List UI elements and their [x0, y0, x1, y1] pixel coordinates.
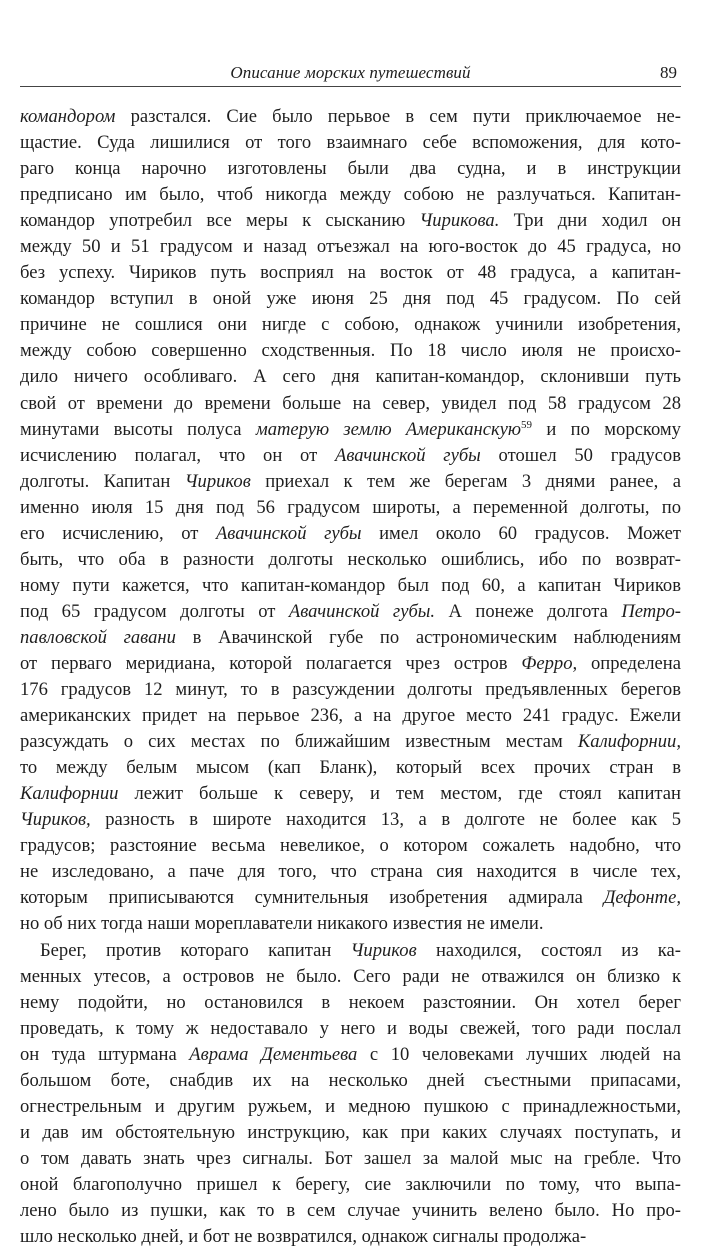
text-line [20, 859, 681, 885]
text-line [20, 990, 681, 1016]
text-span: щастие. Суда лишилися от того взаимнаго себе вспоможения, для кото- [20, 132, 681, 153]
text-span: находился, состоял из ка- [417, 940, 681, 961]
text-line [20, 286, 681, 312]
text-line [20, 182, 681, 208]
italic-text: Дефонте, [604, 887, 681, 908]
text-line [20, 625, 681, 651]
text-line [20, 1094, 681, 1120]
text-span: А понеже долгота [435, 601, 621, 622]
text-line [20, 417, 681, 443]
text-span: без успеху. Чириков путь восприял на восток от 48 градуса, а капитан- [20, 262, 681, 283]
text-span: предписано им было, чтоб никогда между собою не разлучаться. Капитан- [20, 184, 681, 205]
text-line [20, 521, 681, 547]
text-span: причине не сошлися они нигде с собою, однакож учинили изобретения, [20, 314, 681, 335]
text-line [20, 781, 681, 807]
text-span: именно июля 15 дня под 56 градусом широты, а переменной долготы, по [20, 497, 681, 518]
text-line [20, 938, 681, 964]
text-line [20, 1146, 681, 1172]
italic-text: Калифорнии [20, 783, 118, 804]
italic-text: Аврама Дементьева [189, 1044, 357, 1065]
text-line [20, 885, 681, 911]
italic-text: Авачинской губы [335, 445, 481, 466]
text-span: его исчислению, от [20, 523, 216, 544]
text-line [20, 1016, 681, 1042]
running-head: Описание морских путешествий [20, 63, 681, 83]
paragraph [20, 104, 681, 938]
text-line [20, 729, 681, 755]
page-header [20, 58, 681, 87]
text-span: исчислению полагал, что он от [20, 445, 335, 466]
text-span: отошел 50 градусов [481, 445, 681, 466]
text-span: минутами высоты полуса [20, 419, 256, 440]
text-span: под 65 градусом долготы от [20, 601, 289, 622]
italic-text: Авачинской губы. [289, 601, 435, 622]
text-span: огнестрельным и другим ружьем, и медною пушкою с принадлежностьми, [20, 1096, 681, 1117]
text-span: то между белым мысом (кап Бланк), который всех прочих стран в [20, 757, 681, 778]
body-text [20, 104, 681, 1250]
text-span: быть, что оба в разности долготы несколько ошиблись, ибо по возврат- [20, 549, 681, 570]
text-span: разстался. Сие было перьвое в сем пути приключаемое не- [115, 106, 681, 127]
text-span: разсуждать о сих местах по ближайшим известным местам [20, 731, 578, 752]
text-span: он туда штурмана [20, 1044, 189, 1065]
text-line [20, 443, 681, 469]
text-span: не изследовано, а паче для того, что страна сия находится в числе тех, [20, 861, 681, 882]
text-line [20, 807, 681, 833]
text-span: и дав им обстоятельную инструкцию, как при каких случаях поступать, и [20, 1122, 681, 1143]
text-line [20, 1068, 681, 1094]
text-span: в Авачинской губе по астрономическим наблюдениям [176, 627, 681, 648]
text-span: командор употребил все меры к сысканию [20, 210, 419, 231]
text-line [20, 130, 681, 156]
text-span: долготы. Капитан [20, 471, 185, 492]
text-line [20, 911, 681, 937]
text-span: градусов; разстояние весьма невеликое, о котором сожалеть надобно, что [20, 835, 681, 856]
italic-text: матерую землю Американскую [256, 419, 521, 440]
text-line [20, 547, 681, 573]
text-span: приехал к тем же берегам 3 днями ранее, а [251, 471, 681, 492]
text-span: которым приписываются сумнительныя изобретения адмирала [20, 887, 604, 908]
italic-text: Ферро, [521, 653, 577, 674]
text-span: шло несколько дней, и бот не возвратился, однакож сигналы продолжа- [20, 1226, 586, 1247]
text-line [20, 495, 681, 521]
text-line [20, 234, 681, 260]
text-span: от перваго меридиана, которой полагается чрез остров [20, 653, 521, 674]
footnote-ref: 59 [521, 419, 532, 431]
italic-text: Чириков [351, 940, 417, 961]
text-span: между собою совершенно сходственныя. По 18 число июля не происхо- [20, 340, 681, 361]
text-line [20, 260, 681, 286]
text-line [20, 156, 681, 182]
text-line [20, 391, 681, 417]
text-span: с 10 человеками лучших людей на [357, 1044, 681, 1065]
text-line [20, 1172, 681, 1198]
text-span: проведать, к тому ж недоставало у него и воды свежей, того ради послал [20, 1018, 681, 1039]
text-span: дило ничего особливаго. А сего дня капитан-командор, склонивши путь [20, 366, 681, 387]
text-span: командор вступил в оной уже июня 25 дня под 45 градусом. По сей [20, 288, 681, 309]
paragraph [20, 938, 681, 1250]
text-line [20, 964, 681, 990]
text-line [20, 338, 681, 364]
italic-text: Калифорнии, [578, 731, 681, 752]
text-line [20, 1120, 681, 1146]
text-span: но об них тогда наши мореплаватели никакого известия не имели. [20, 913, 543, 934]
text-line [20, 364, 681, 390]
text-span: ному пути кажется, что капитан-командор был под 60, а капитан Чириков [20, 575, 681, 596]
italic-text: Петро- [621, 601, 681, 622]
page-number: 89 [660, 63, 677, 83]
text-span: Берег, против котораго капитан [40, 940, 351, 961]
text-span: менных утесов, а островов не было. Сего ради не отважился он близко к [20, 966, 681, 987]
text-span: определена [577, 653, 681, 674]
text-line [20, 573, 681, 599]
text-line [20, 677, 681, 703]
italic-text: Чириков [185, 471, 251, 492]
italic-text: Чирикова. [419, 210, 499, 231]
text-span: Три дни ходил он [499, 210, 681, 231]
text-line [20, 208, 681, 234]
text-span: американских придет на перьвое 236, а на другое место 241 градус. Ежели [20, 705, 681, 726]
italic-text: павловской гавани [20, 627, 176, 648]
text-line [20, 703, 681, 729]
text-span: оной благополучно пришел к берегу, сие заключили по тому, что выпа- [20, 1174, 681, 1195]
text-line [20, 833, 681, 859]
text-span: лено было из пушки, как то в сем случае учинить велено было. Но про- [20, 1200, 681, 1221]
text-span: разность в широте находится 13, а в долготе не более как 5 [91, 809, 681, 830]
italic-text: Авачинской губы [216, 523, 362, 544]
text-line [20, 1042, 681, 1068]
text-span: имел около 60 градусов. Может [362, 523, 681, 544]
text-span: между 50 и 51 градусом и назад отъезжал на юго-восток до 45 градуса, но [20, 236, 681, 257]
text-span: раго конца нарочно изготовлены были два судна, и в инструкции [20, 158, 681, 179]
text-line [20, 104, 681, 130]
text-span: о том давать знать чрез сигналы. Бот зашел за малой мыс на гребле. Что [20, 1148, 681, 1169]
text-line [20, 1224, 681, 1250]
text-span: нему подойти, но остановился в некоем разстоянии. Он хотел берег [20, 992, 681, 1013]
text-line [20, 312, 681, 338]
text-line [20, 651, 681, 677]
text-line [20, 599, 681, 625]
text-span: лежит больше к северу, и тем местом, где стоял капитан [118, 783, 681, 804]
text-line [20, 755, 681, 781]
italic-text: Чириков, [20, 809, 91, 830]
text-line [20, 469, 681, 495]
text-span: большом боте, снабдив их на несколько дней съестными припасами, [20, 1070, 681, 1091]
text-line [20, 1198, 681, 1224]
text-span: свой от времени до времени больше на север, увидел под 58 градусом 28 [20, 393, 681, 414]
text-span: 176 градусов 12 минут, то в разсуждении долготы предъявленных берегов [20, 679, 681, 700]
italic-text: командором [20, 106, 115, 127]
text-span: и по морскому [532, 419, 681, 440]
